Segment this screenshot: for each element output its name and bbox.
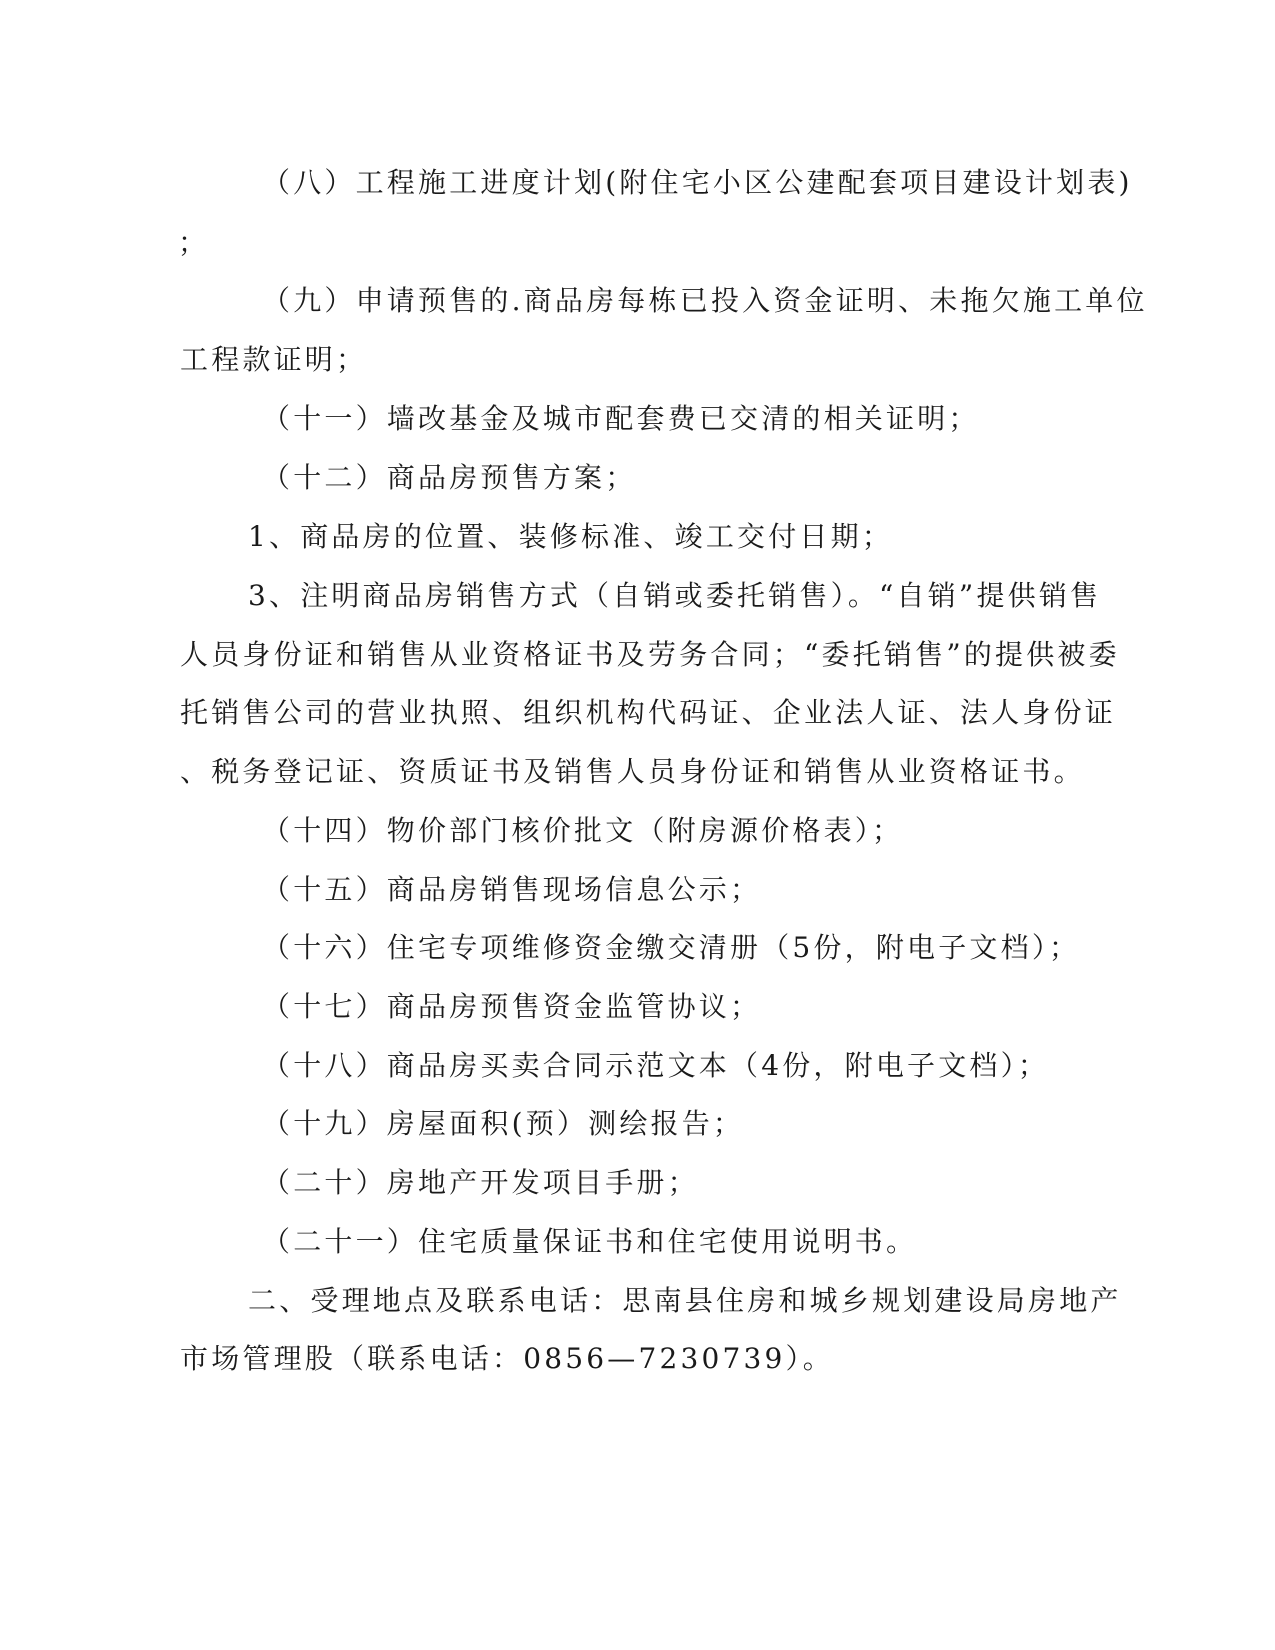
section-2-line-2: 市场管理股（联系电话：0856—7230739）。 [180,1342,834,1375]
item-12: （十二）商品房预售方案； [262,461,637,494]
item-20: （二十）房地产开发项目手册； [262,1166,699,1199]
item-21: （二十一）住宅质量保证书和住宅使用说明书。 [262,1225,918,1258]
section-2-line-1: 二、受理地点及联系电话：思南县住房和城乡规划建设局房地产 [248,1284,1122,1317]
item-16: （十六）住宅专项维修资金缴交清册（5份，附电子文档）； [262,931,1081,964]
sub-item-1: 1、商品房的位置、装修标准、竣工交付日期； [248,520,894,553]
item-15: （十五）商品房销售现场信息公示； [262,873,762,906]
item-8-line-2: ； [178,226,210,259]
sub-item-3-line-3: 托销售公司的营业执照、组织机构代码证、企业法人证、法人身份证 [180,696,1117,729]
sub-item-3-line-2: 人员身份证和销售从业资格证书及劳务合同；“委托销售”的提供被委 [180,638,1120,671]
item-14: （十四）物价部门核价批文（附房源价格表）； [262,814,904,847]
item-18: （十八）商品房买卖合同示范文本（4份，附电子文档）； [262,1049,1050,1082]
sub-item-3-line-1: 3、注明商品房销售方式（自销或委托销售）。“自销”提供销售 [248,579,1102,612]
item-8-line-1: （八）工程施工进度计划(附住宅小区公建配套项目建设计划表) [262,166,1133,199]
item-9-line-1: （九）申请预售的.商品房每栋已投入资金证明、未拖欠施工单位 [262,284,1148,317]
item-9-line-2: 工程款证明； [180,343,368,376]
item-11: （十一）墙改基金及城市配套费已交清的相关证明； [262,402,980,435]
item-19: （十九）房屋面积(预）测绘报告； [262,1107,745,1140]
item-17: （十七）商品房预售资金监管协议； [262,990,762,1023]
sub-item-3-line-4: 、税务登记证、资质证书及销售人员身份证和销售从业资格证书。 [180,755,1085,788]
